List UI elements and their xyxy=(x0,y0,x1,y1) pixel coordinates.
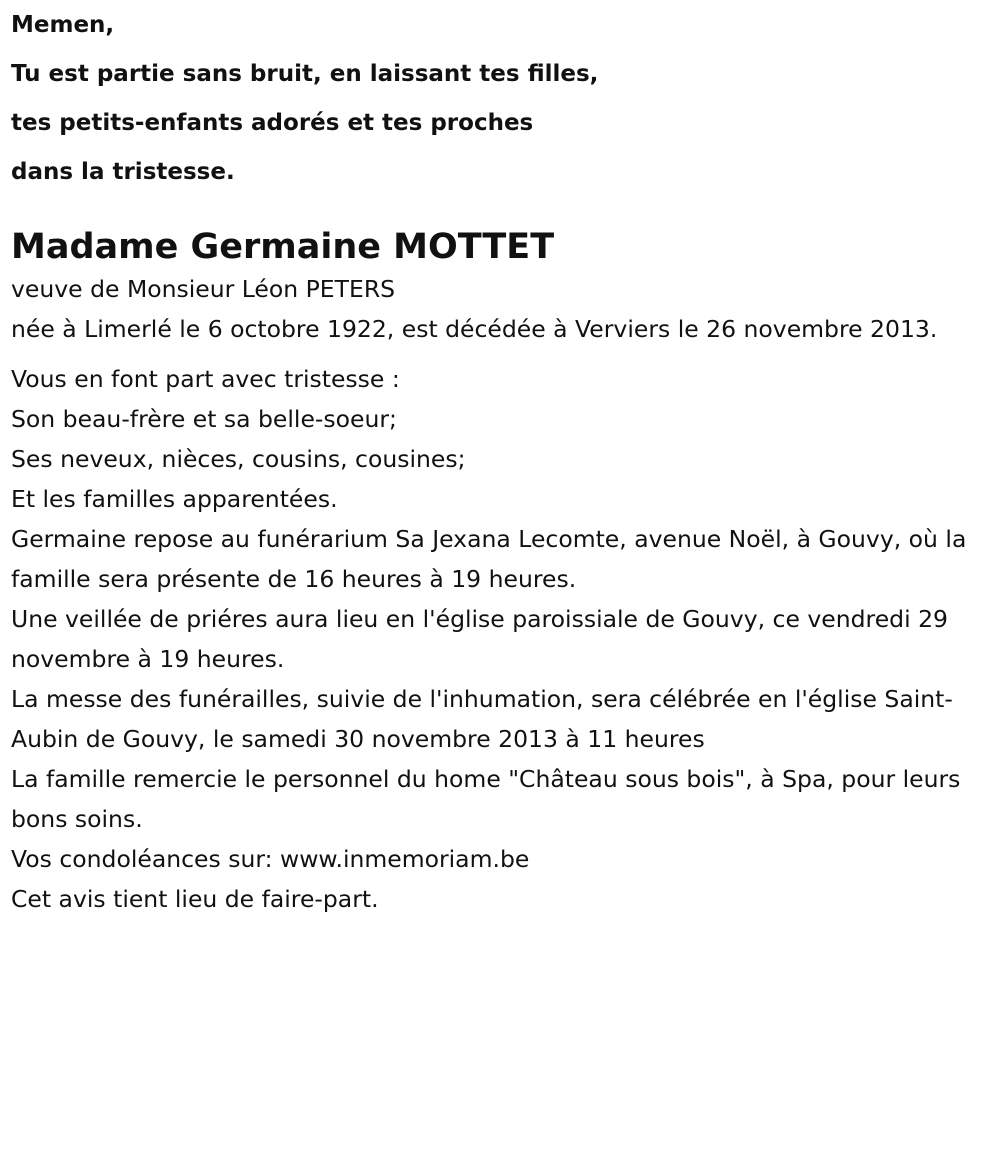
condolences: Vos condoléances sur: www.inmemoriam.be xyxy=(11,845,530,873)
announcer-line: Ses neveux, nièces, cousins, cousines; xyxy=(11,445,466,473)
thanks: La famille remercie le personnel du home "Château sous bois", à Spa, pour leurs bons soins. xyxy=(11,765,961,833)
intro-poem xyxy=(11,1,986,197)
intro-line: Memen, xyxy=(11,12,115,38)
death-notice xyxy=(11,0,986,919)
notice-body xyxy=(11,269,986,919)
funeral-mass: La messe des funérailles, suivie de l'inhumation, sera célébrée en l'église Saint-Aubin de Gouvy, le samedi 30 novembre 2013 à 11 heures xyxy=(11,685,953,753)
closing: Cet avis tient lieu de faire-part. xyxy=(11,885,379,913)
announcer-line: Et les familles apparentées. xyxy=(11,485,338,513)
birth-death: née à Limerlé le 6 octobre 1922, est décédée à Verviers le 26 novembre 2013. xyxy=(11,315,938,343)
intro-line: dans la tristesse. xyxy=(11,159,235,185)
announcers-block xyxy=(11,359,986,519)
vigil: Une veillée de priéres aura lieu en l'église paroissiale de Gouvy, ce vendredi 29 novembre à 19 heures. xyxy=(11,605,948,673)
intro-line: tes petits-enfants adorés et tes proches xyxy=(11,110,534,136)
announcer-line: Vous en font part avec tristesse : xyxy=(11,365,400,393)
announcer-line: Son beau-frère et sa belle-soeur; xyxy=(11,405,397,433)
intro-line: Tu est partie sans bruit, en laissant tes filles, xyxy=(11,61,599,87)
lying-in-state: Germaine repose au funérarium Sa Jexana Lecomte, avenue Noël, à Gouvy, où la famille sera présente de 16 heures à 19 heures. xyxy=(11,525,967,593)
widow-of: veuve de Monsieur Léon PETERS xyxy=(11,275,396,303)
deceased-name: Madame Germaine MOTTET xyxy=(11,227,555,267)
